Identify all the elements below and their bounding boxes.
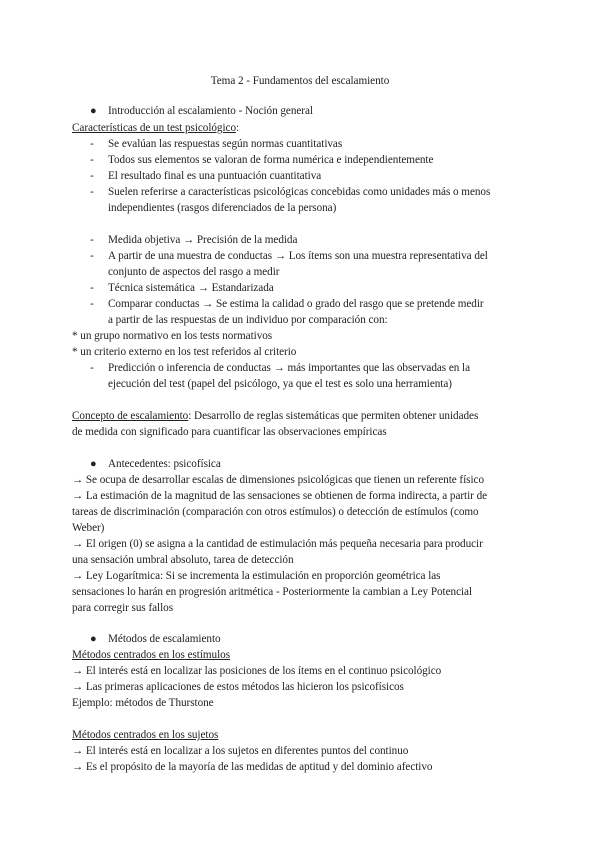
text-line: tareas de discriminación (comparación con otros estímulos) o detección de estímulos (como xyxy=(72,506,479,518)
list-item: Técnica sistemática → Estandarizada xyxy=(108,282,274,294)
document-title: Tema 2 - Fundamentos del escalamiento xyxy=(210,75,390,87)
dash-bullet: - xyxy=(90,138,94,150)
text-line: → Se ocupa de desarrollar escalas de dimensiones psicológicas que tienen un referente físico xyxy=(72,474,484,486)
text-line: → Las primeras aplicaciones de estos métodos las hicieron los psicofísicos xyxy=(72,681,404,693)
list-item-continuation: conjunto de aspectos del rasgo a medir xyxy=(108,266,280,278)
list-item: Comparar conductas → Se estima la calidad o grado del rasgo que se pretende medir xyxy=(108,298,484,310)
text-line: Ejemplo: métodos de Thurstone xyxy=(72,697,214,709)
list-item: A partir de una muestra de conductas → Los ítems son una muestra representativa del xyxy=(108,250,488,262)
subject-methods-heading: Métodos centrados en los sujetos xyxy=(72,729,219,741)
test-characteristics-label: Características de un test psicológico xyxy=(72,122,236,134)
dash-bullet: - xyxy=(90,298,94,310)
concept-label: Concepto de escalamiento xyxy=(72,410,189,422)
list-item-continuation: independientes (rasgos diferenciados de la persona) xyxy=(108,202,337,214)
bullet-intro: Introducción al escalamiento - Noción general xyxy=(108,105,313,117)
dash-bullet: - xyxy=(90,170,94,182)
text-line: Weber) xyxy=(72,522,105,534)
text-line: → El interés está en localizar a los sujetos en diferentes puntos del continuo xyxy=(72,745,409,757)
list-item-continuation: a partir de las respuestas de un individuo por comparación con: xyxy=(108,314,388,326)
concept-line xyxy=(72,409,478,424)
bullet-dot: ● xyxy=(90,105,97,117)
list-item: Medida objetiva → Precisión de la medida xyxy=(108,234,298,246)
list-item: Todos sus elementos se valoran de forma numérica e independientemente xyxy=(108,154,434,166)
dash-bullet: - xyxy=(90,282,94,294)
dash-bullet: - xyxy=(90,250,94,262)
stimulus-methods-heading: Métodos centrados en los estímulos xyxy=(72,649,231,661)
bullet-metodos: Métodos de escalamiento xyxy=(108,633,221,645)
dash-bullet: - xyxy=(90,186,94,198)
text-line: para corregir sus fallos xyxy=(72,602,174,614)
text-line: una sensación umbral absoluto, tarea de detección xyxy=(72,554,294,566)
list-item: Se evalúan las respuestas según normas cuantitativas xyxy=(108,138,343,150)
bullet-dot: ● xyxy=(90,458,97,470)
text-line: → El interés está en localizar las posiciones de los ítems en el continuo psicológico xyxy=(72,665,442,677)
star-line: * un grupo normativo en los tests normativos xyxy=(72,330,273,342)
concept-text: : Desarrollo de reglas sistemáticas que permiten obtener unidades xyxy=(188,410,479,422)
dash-bullet: - xyxy=(90,234,94,246)
dash-bullet: - xyxy=(90,154,94,166)
list-item-continuation: ejecución del test (papel del psicólogo, ya que el test es solo una herramienta) xyxy=(108,378,452,390)
text-line: → El origen (0) se asigna a la cantidad de estimulación más pequeña necesaria para producir xyxy=(72,538,483,550)
dash-bullet: - xyxy=(90,362,94,374)
text-line: → La estimación de la magnitud de las sensaciones se obtienen de forma indirecta, a partir de xyxy=(72,490,488,502)
test-characteristics-heading: Características de un test psicológico: xyxy=(72,122,240,134)
star-line: * un criterio externo en los test referidos al criterio xyxy=(72,346,297,358)
list-item: Suelen referirse a características psicológicas concebidas como unidades más o menos xyxy=(108,186,491,198)
concept-line-2: de medida con significado para cuantificar las observaciones empíricas xyxy=(72,426,387,438)
list-item: El resultado final es una puntuación cuantitativa xyxy=(108,170,322,182)
text-line: → Es el propósito de la mayoría de las medidas de aptitud y del dominio afectivo xyxy=(72,761,433,773)
bullet-dot: ● xyxy=(90,633,97,645)
text-line: → Ley Logarítmica: Si se incrementa la estimulación en proporción geométrica las xyxy=(72,570,441,582)
list-item: Predicción o inferencia de conductas → más importantes que las observadas en la xyxy=(108,362,471,374)
bullet-antecedentes: Antecedentes: psicofísica xyxy=(108,458,221,470)
text-line: sensaciones lo harán en progresión aritmética - Posteriormente la cambian a Ley Potencial xyxy=(72,586,473,598)
